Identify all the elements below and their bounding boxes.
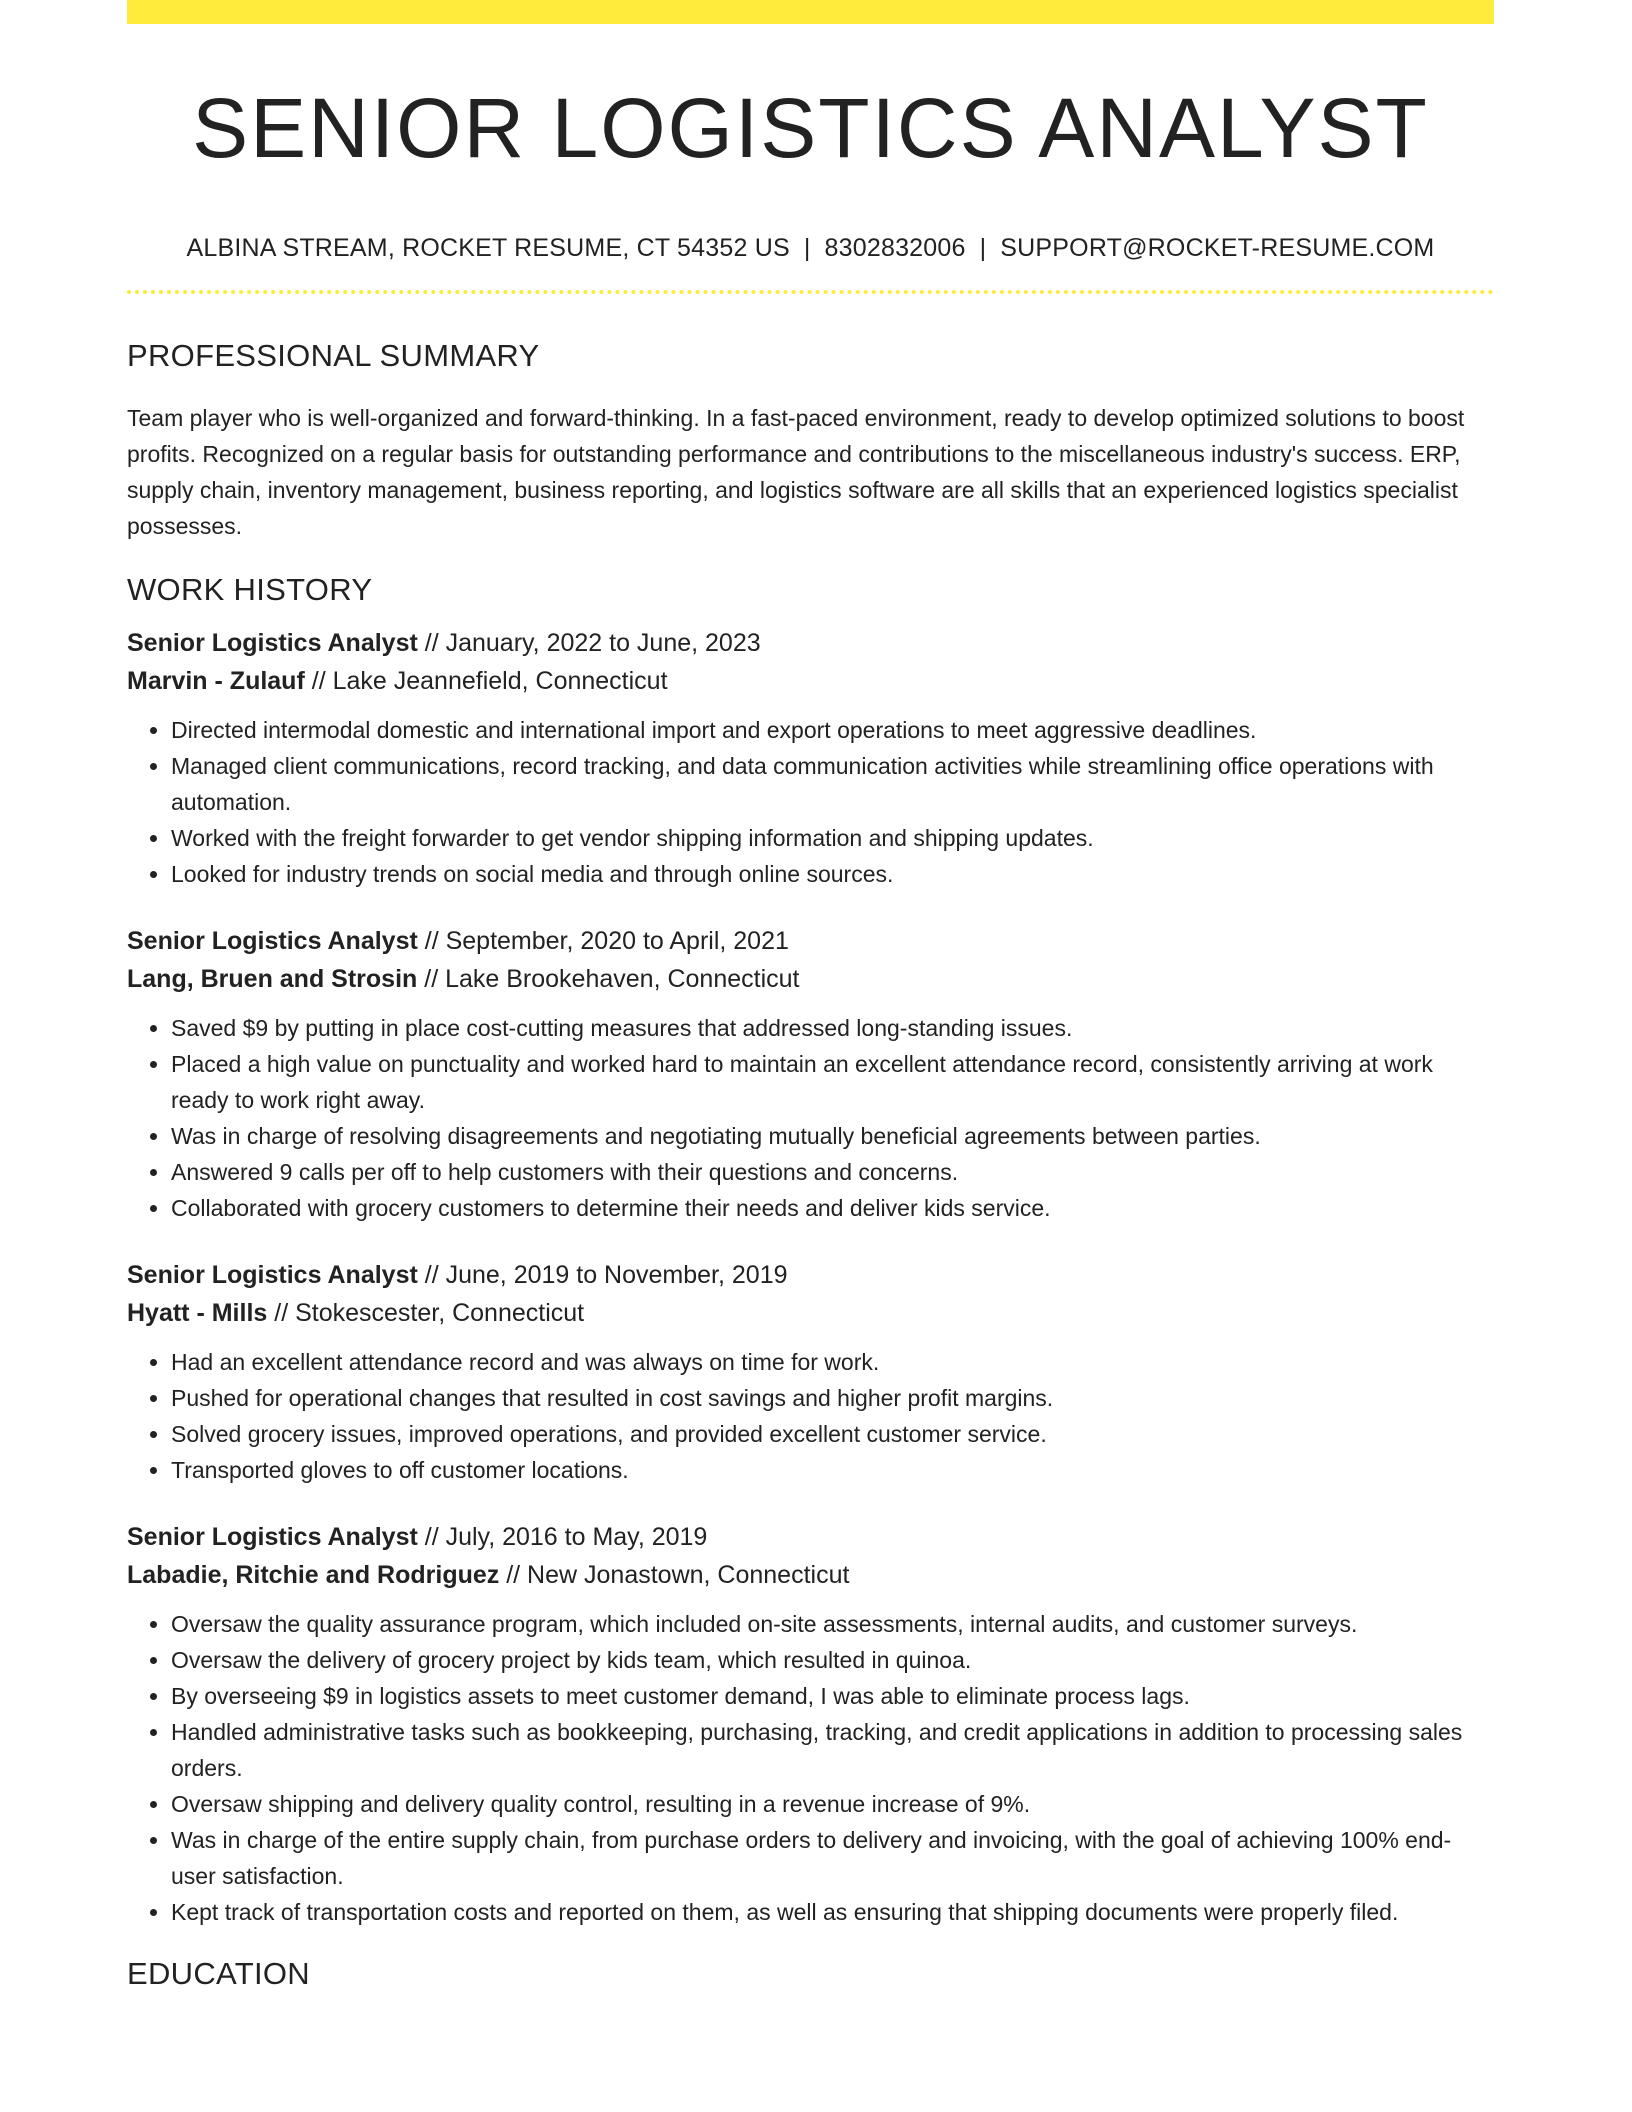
resume-name: SENIOR LOGISTICS ANALYST: [192, 81, 1429, 175]
job-location: // Lake Jeannefield, Connecticut: [304, 667, 668, 695]
list-item: • Worked with the freight forwarder to get vendor shipping information and shipping updates.: [171, 820, 1494, 856]
job-title-line: [127, 1256, 1494, 1294]
job-entry: [127, 624, 1494, 892]
job-bullet-list: [127, 1344, 1494, 1488]
list-item: • Answered 9 calls per off to help customers with their questions and concerns.: [171, 1154, 1494, 1190]
job-company: Hyatt - Mills: [127, 1299, 268, 1327]
summary-heading: PROFESSIONAL SUMMARY: [127, 338, 540, 373]
job-company: Lang, Bruen and Strosin: [127, 965, 418, 993]
job-role: Senior Logistics Analyst: [127, 1261, 418, 1289]
resume-content: [127, 0, 1494, 1994]
job-company: Labadie, Ritchie and Rodriguez: [127, 1561, 500, 1589]
job-dates: // September, 2020 to April, 2021: [417, 927, 789, 955]
job-role: Senior Logistics Analyst: [127, 629, 418, 657]
job-dates: // June, 2019 to November, 2019: [417, 1261, 788, 1289]
list-item: • Transported gloves to off customer locations.: [171, 1452, 1494, 1488]
list-item: • Oversaw the delivery of grocery project by kids team, which resulted in quinoa.: [171, 1642, 1494, 1678]
dotted-divider: [127, 290, 1494, 294]
job-location: // New Jonastown, Connecticut: [499, 1561, 850, 1589]
list-item: • Directed intermodal domestic and international import and export operations to meet aggressive deadlines.: [171, 712, 1494, 748]
contact-separator: |: [979, 234, 987, 262]
job-bullet-list: [127, 1010, 1494, 1226]
job-entry: [127, 922, 1494, 1226]
list-item: • Managed client communications, record tracking, and data communication activities while streamlining office operations with automation.: [171, 748, 1494, 820]
job-role: Senior Logistics Analyst: [127, 927, 418, 955]
list-item: • Oversaw shipping and delivery quality control, resulting in a revenue increase of 9%.: [171, 1786, 1494, 1822]
list-item: • Collaborated with grocery customers to determine their needs and deliver kids service.: [171, 1190, 1494, 1226]
job-dates: // July, 2016 to May, 2019: [417, 1523, 708, 1551]
list-item: • Pushed for operational changes that resulted in cost savings and higher profit margins.: [171, 1380, 1494, 1416]
list-item: • Placed a high value on punctuality and worked hard to maintain an excellent attendance record, consistently arriving at work ready to work right away.: [171, 1046, 1494, 1118]
job-company-line: [127, 662, 1494, 700]
list-item: • Oversaw the quality assurance program, which included on-site assessments, internal audits, and customer surveys.: [171, 1606, 1494, 1642]
list-item: • Handled administrative tasks such as bookkeeping, purchasing, tracking, and credit applications in addition to processing sales orders.: [171, 1714, 1494, 1786]
job-dates: // January, 2022 to June, 2023: [417, 629, 761, 657]
job-bullet-list: [127, 1606, 1494, 1930]
job-title-line: [127, 624, 1494, 662]
job-entry: [127, 1256, 1494, 1488]
list-item: • Kept track of transportation costs and reported on them, as well as ensuring that shipping documents were properly filed.: [171, 1894, 1494, 1930]
list-item: • Was in charge of resolving disagreements and negotiating mutually beneficial agreements between parties.: [171, 1118, 1494, 1154]
work-history-list: [127, 624, 1494, 1930]
job-title-line: [127, 1518, 1494, 1556]
job-location: // Stokescester, Connecticut: [267, 1299, 585, 1327]
job-company-line: [127, 1556, 1494, 1594]
job-entry: [127, 1518, 1494, 1930]
job-role: Senior Logistics Analyst: [127, 1523, 418, 1551]
job-company-line: [127, 1294, 1494, 1332]
list-item: • Looked for industry trends on social media and through online sources.: [171, 856, 1494, 892]
job-company-line: [127, 960, 1494, 998]
list-item: • Solved grocery issues, improved operations, and provided excellent customer service.: [171, 1416, 1494, 1452]
list-item: • Saved $9 by putting in place cost-cutting measures that addressed long-standing issues.: [171, 1010, 1494, 1046]
list-item: • Had an excellent attendance record and was always on time for work.: [171, 1344, 1494, 1380]
job-title-line: [127, 922, 1494, 960]
job-bullet-list: [127, 712, 1494, 892]
list-item: • By overseeing $9 in logistics assets to meet customer demand, I was able to eliminate process lags.: [171, 1678, 1494, 1714]
contact-line: [127, 232, 1494, 264]
contact-separator: |: [803, 234, 811, 262]
job-location: // Lake Brookehaven, Connecticut: [417, 965, 800, 993]
contact-address: ALBINA STREAM, ROCKET RESUME, CT 54352 US: [186, 234, 790, 262]
contact-email: SUPPORT@ROCKET-RESUME.COM: [1000, 234, 1435, 262]
education-heading: EDUCATION: [127, 1956, 310, 1991]
contact-phone: 8302832006: [824, 234, 966, 262]
job-company: Marvin - Zulauf: [127, 667, 305, 695]
work-history-heading: WORK HISTORY: [127, 572, 373, 607]
summary-text: Team player who is well-organized and forward-thinking. In a fast-paced environment, ready to develop optimized solutions to boost profits. Recognized on a regular basis for outstanding performance and contributions to the miscellaneous industry's success. ERP, supply chain, inventory management, business reporting, and logistics software are all skills that an experienced logistics specialist possesses.: [127, 405, 1465, 539]
list-item: • Was in charge of the entire supply chain, from purchase orders to delivery and invoicing, with the goal of achieving 100% end-user satisfaction.: [171, 1822, 1494, 1894]
